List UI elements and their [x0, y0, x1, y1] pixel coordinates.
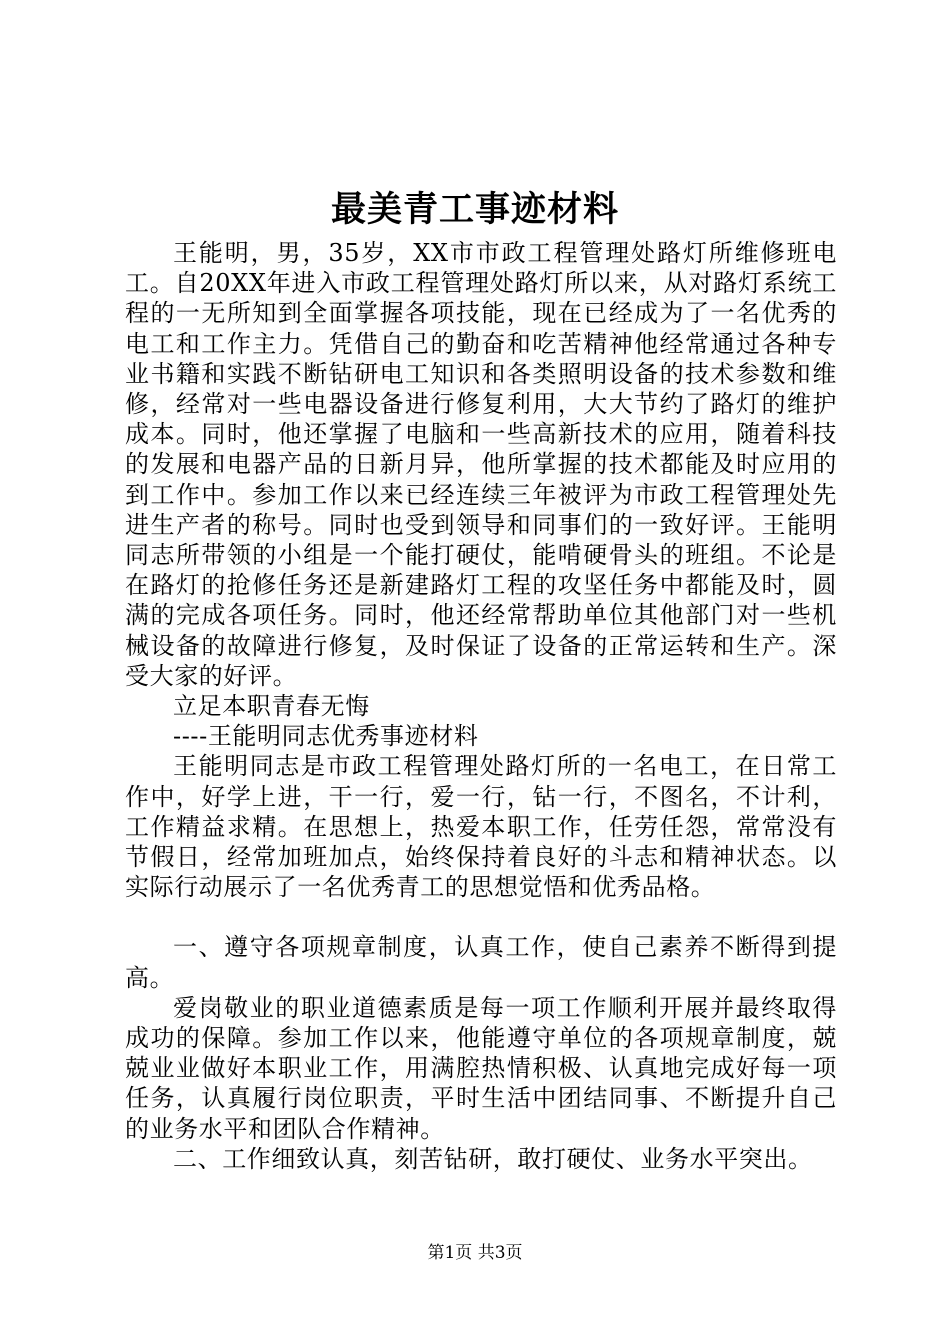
section-heading-2: 二、工作细致认真，刻苦钻研，敢打硬仗、业务水平突出。	[173, 1144, 813, 1173]
section-heading-1: 一、遵守各项规章制度，认真工作，使自己素养不断得到提高。	[125, 933, 837, 992]
paragraph-section-1: 爱岗敬业的职业道德素质是每一项工作顺利开展并最终取得成功的保障。参加工作以来，他能遵守单位的各项规章制度，兢兢业业做好本职业工作，用满腔热情积极、认真地完成好每一项任务，认真履行岗位职责，平时生活中团结同事、不断提升自己的业务水平和团队合作精神。	[125, 993, 837, 1143]
paragraph-subtitle: 立足本职青春无悔	[173, 692, 370, 721]
paragraph-byline: ----王能明同志优秀事迹材料	[173, 722, 479, 751]
document-title: 最美青工事迹材料	[330, 189, 619, 230]
paragraph-overview: 王能明同志是市政工程管理处路灯所的一名电工，在日常工作中，好学上进，干一行，爱一行，钻一行，不图名，不计利，工作精益求精。在思想上，热爱本职工作，任劳任怨，常常没有节假日，经常加班加点，始终保持着良好的斗志和精神状态。以实际行动展示了一名优秀青工的思想觉悟和优秀品格。	[125, 752, 837, 902]
paragraph-intro: 王能明，男，35岁，XX市市政工程管理处路灯所维修班电工。自20XX年进入市政工程管理处路灯所以来，从对路灯系统工程的一无所知到全面掌握各项技能，现在已经成为了一名优秀的电工和工作主力。凭借自己的勤奋和吃苦精神他经常通过各种专业书籍和实践不断钻研电工知识和各类照明设备的技术参数和维修，经常对一些电器设备进行修复利用，大大节约了路灯的维护成本。同时，他还掌握了电脑和一些高新技术的应用，随着科技的发展和电器产品的日新月异，他所掌握的技术都能及时应用的到工作中。参加工作以来已经连续三年被评为市政工程管理处先进生产者的称号。同时也受到领导和同事们的一致好评。王能明同志所带领的小组是一个能打硬仗，能啃硬骨头的班组。不论是在路灯的抢修任务还是新建路灯工程的攻坚任务中都能及时，圆满的完成各项任务。同时，他还经常帮助单位其他部门对一些机械设备的故障进行修复，及时保证了设备的正常运转和生产。深受大家的好评。	[125, 239, 837, 690]
page-number-footer: 第1页 共3页	[427, 1243, 523, 1263]
document-body	[125, 238, 837, 1174]
